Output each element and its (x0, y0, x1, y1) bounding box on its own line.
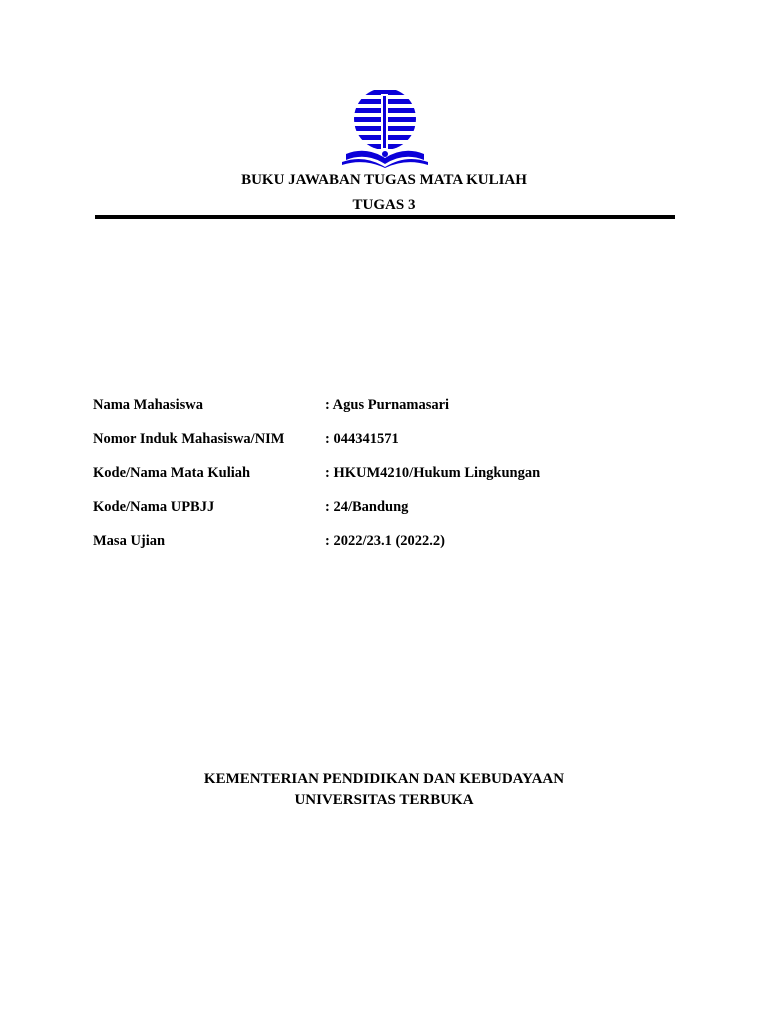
info-label: Kode/Nama UPBJJ (93, 499, 215, 515)
title-divider (95, 215, 675, 219)
document-subtitle: TUGAS 3 (352, 197, 416, 213)
info-label: Nama Mahasiswa (93, 397, 203, 413)
university-name: UNIVERSITAS TERBUKA (294, 792, 474, 808)
info-row-nim (93, 431, 693, 451)
ministry-name: KEMENTERIAN PENDIDIKAN DAN KEBUDAYAAN (203, 771, 565, 787)
document-title: BUKU JAWABAN TUGAS MATA KULIAH (241, 172, 527, 188)
info-label: Kode/Nama Mata Kuliah (93, 465, 251, 481)
info-value: : HKUM4210/Hukum Lingkungan (325, 465, 541, 481)
info-label: Masa Ujian (93, 533, 166, 549)
info-value: : Agus Purnamasari (325, 397, 450, 413)
info-row-upbjj (93, 499, 693, 519)
info-value: : 2022/23.1 (2022.2) (325, 533, 446, 549)
info-row-nama (93, 397, 693, 417)
info-row-mata-kuliah (93, 465, 693, 485)
info-value: : 044341571 (325, 431, 399, 447)
info-value: : 24/Bandung (325, 499, 409, 515)
info-label: Nomor Induk Mahasiswa/NIM (93, 431, 285, 447)
university-logo-icon (342, 88, 428, 168)
info-row-masa-ujian (93, 533, 693, 553)
